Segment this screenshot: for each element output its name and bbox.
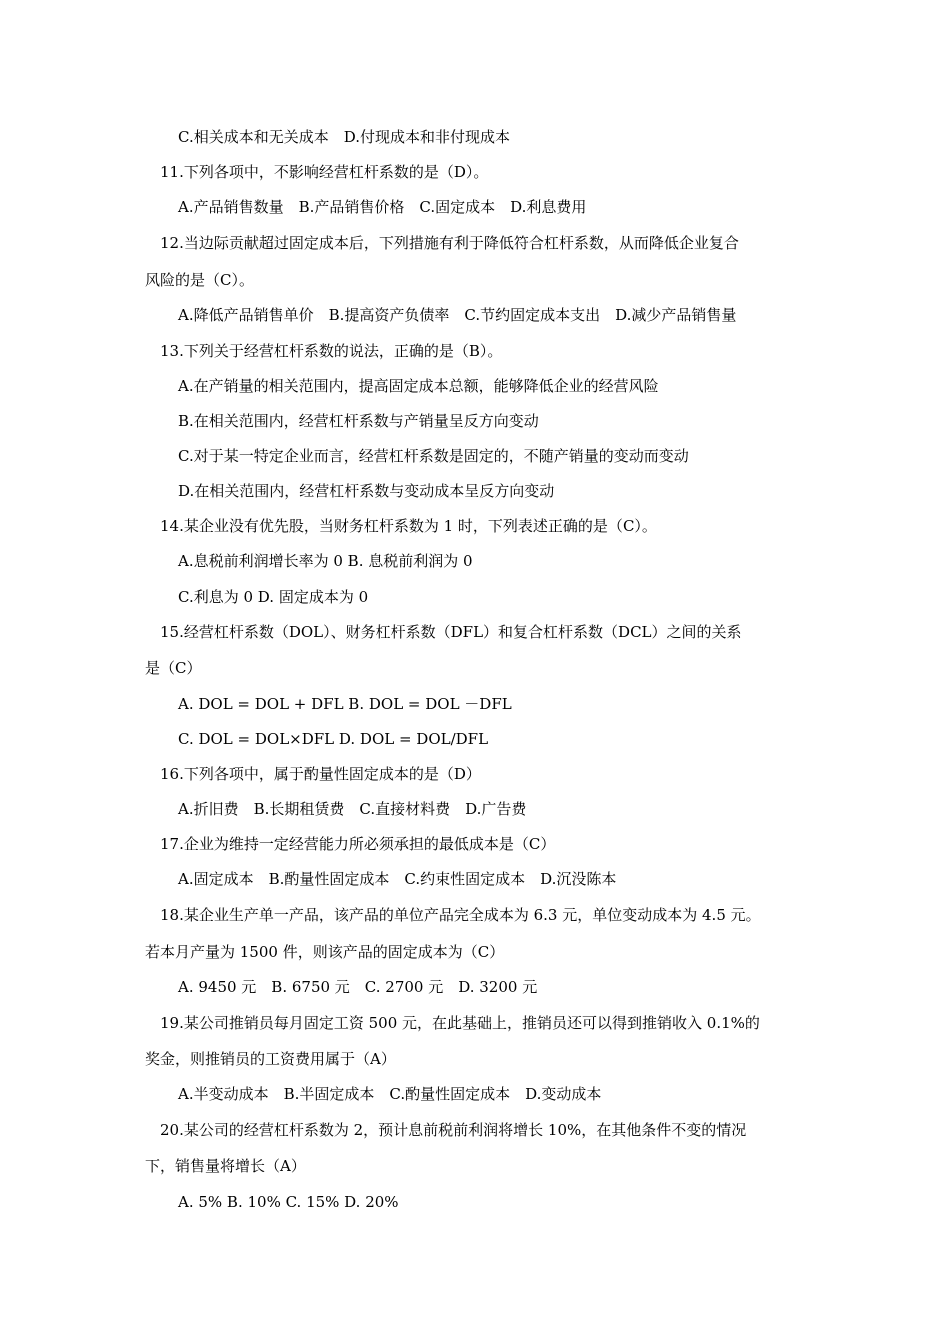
answer-options: A.息税前利润增长率为 0 B. 息税前利润为 0 bbox=[178, 552, 473, 570]
answer-options: C. DOL = DOL×DFL D. DOL = DOL/DFL bbox=[178, 730, 489, 748]
answer-options: A.固定成本 B.酌量性固定成本 C.约束性固定成本 D.沉没陈本 bbox=[178, 870, 617, 888]
question-text: 14.某企业没有优先股，当财务杠杆系数为 1 时，下列表述正确的是（C）。 bbox=[160, 517, 657, 535]
question-continuation: 奖金，则推销员的工资费用属于（A） bbox=[145, 1050, 396, 1068]
answer-options: A. 9450 元 B. 6750 元 C. 2700 元 D. 3200 元 bbox=[178, 978, 538, 996]
question-text: 19.某公司推销员每月固定工资 500 元，在此基础上，推销员还可以得到推销收入 0.1%的 bbox=[160, 1014, 760, 1032]
answer-options: C.对于某一特定企业而言，经营杠杆系数是固定的，不随产销量的变动而变动 bbox=[178, 447, 689, 465]
question-text: 16.下列各项中，属于酌量性固定成本的是（D） bbox=[160, 765, 481, 783]
answer-options: B.在相关范围内，经营杠杆系数与产销量呈反方向变动 bbox=[178, 412, 539, 430]
answer-options: A.在产销量的相关范围内，提高固定成本总额，能够降低企业的经营风险 bbox=[178, 377, 659, 395]
answer-options: A.折旧费 B.长期租赁费 C.直接材料费 D.广告费 bbox=[178, 800, 527, 818]
answer-options: C.利息为 0 D. 固定成本为 0 bbox=[178, 588, 369, 606]
question-text: 17.企业为维持一定经营能力所必须承担的最低成本是（C） bbox=[160, 835, 556, 853]
answer-options: C.相关成本和无关成本 D.付现成本和非付现成本 bbox=[178, 128, 510, 146]
answer-options: A.半变动成本 B.半固定成本 C.酌量性固定成本 D.变动成本 bbox=[178, 1085, 602, 1103]
question-text: 20.某公司的经营杠杆系数为 2，预计息前税前利润将增长 10%，在其他条件不变的情况 bbox=[160, 1121, 747, 1139]
answer-options: A. DOL = DOL + DFL B. DOL = DOL －DFL bbox=[178, 695, 512, 713]
question-text: 13.下列关于经营杠杆系数的说法，正确的是（B）。 bbox=[160, 342, 503, 360]
answer-options: A.降低产品销售单价 B.提高资产负债率 C.节约固定成本支出 D.减少产品销售量 bbox=[178, 306, 737, 324]
question-text: 12.当边际贡献超过固定成本后，下列措施有利于降低符合杠杆系数，从而降低企业复合 bbox=[160, 234, 739, 252]
question-continuation: 下，销售量将增长（A） bbox=[145, 1157, 306, 1175]
question-continuation: 是（C） bbox=[145, 659, 202, 677]
question-text: 11.下列各项中，不影响经营杠杆系数的是（D）。 bbox=[160, 163, 489, 181]
question-text: 18.某企业生产单一产品，该产品的单位产品完全成本为 6.3 元，单位变动成本为 4.5 元。 bbox=[160, 906, 761, 924]
answer-options: D.在相关范围内，经营杠杆系数与变动成本呈反方向变动 bbox=[178, 482, 555, 500]
answer-options: A. 5% B. 10% C. 15% D. 20% bbox=[178, 1193, 399, 1211]
answer-options: A.产品销售数量 B.产品销售价格 C.固定成本 D.利息费用 bbox=[178, 198, 587, 216]
question-continuation: 风险的是（C）。 bbox=[145, 271, 254, 289]
question-text: 15.经营杠杆系数（DOL）、财务杠杆系数（DFL）和复合杠杆系数（DCL）之间的关系 bbox=[160, 623, 742, 641]
question-continuation: 若本月产量为 1500 件，则该产品的固定成本为（C） bbox=[145, 943, 505, 961]
